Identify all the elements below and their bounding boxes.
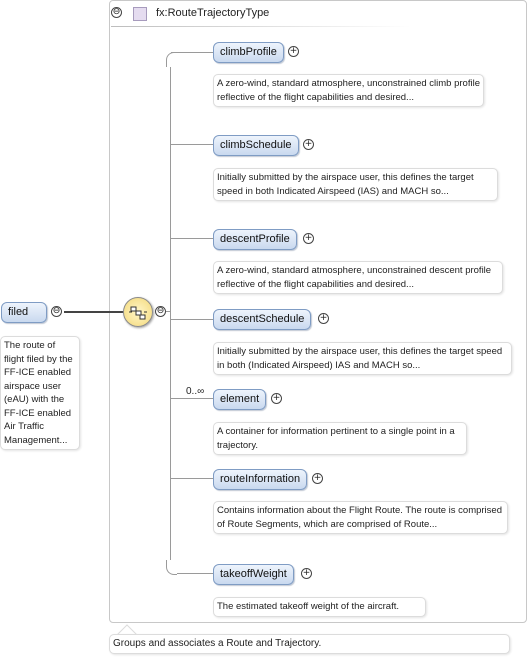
branch-corner-top — [166, 52, 177, 67]
expand-climbProfile-button[interactable]: + — [289, 46, 298, 56]
expand-descentProfile-button[interactable]: + — [304, 233, 313, 243]
element-routeInformation[interactable]: routeInformation — [213, 469, 307, 490]
root-element-doc: The route of flight filed by the FF-ICE enabled airspace user (eAU) with the FF-ICE enabled Air Traffic Management... — [0, 336, 80, 450]
branch-line — [171, 478, 213, 479]
climbSchedule-doc: Initially submitted by the airspace user, this defines the target speed in both Indicated Airspeed (IAS) and MACH so... — [213, 168, 498, 201]
branch-corner-bottom — [166, 560, 177, 575]
climbProfile-doc: A zero-wind, standard atmosphere, unconstrained climb profile reflective of the flight capabilities and desired... — [213, 74, 484, 107]
element-element[interactable]: element — [213, 389, 266, 410]
descentSchedule-doc: Initially submitted by the airspace user, this defines the target speed in both (Indicated Airspeed) IAS and MACH so... — [213, 342, 512, 375]
element-takeoffWeight[interactable]: takeoffWeight — [213, 564, 294, 585]
collapse-root-button[interactable]: ⊖ — [52, 306, 61, 316]
descentProfile-doc: A zero-wind, standard atmosphere, unconstrained descent profile reflective of the flight capabilities and desired... — [213, 261, 503, 294]
takeoffWeight-doc: The estimated takeoff weight of the aircraft. — [213, 597, 426, 617]
root-element-filed[interactable]: filed — [1, 302, 47, 323]
branch-line — [171, 398, 213, 399]
type-name: fx:RouteTrajectoryType — [156, 7, 270, 19]
expand-descentSchedule-button[interactable]: + — [319, 313, 328, 323]
branch-line — [171, 573, 213, 574]
collapse-type-button[interactable]: ⊖ — [112, 7, 121, 17]
routeInformation-doc: Contains information about the Flight Route. The route is comprised of Route Segments, which are comprised of Route... — [213, 501, 508, 534]
type-documentation: Groups and associates a Route and Trajectory. — [109, 634, 510, 654]
complex-type-icon — [133, 7, 147, 21]
occurrence-label: 0..∞ — [186, 386, 205, 397]
expand-climbSchedule-button[interactable]: + — [304, 139, 313, 149]
collapse-sequence-button[interactable]: ⊖ — [156, 306, 165, 316]
branch-line — [171, 238, 213, 239]
element-climbSchedule[interactable]: climbSchedule — [213, 135, 299, 156]
type-header — [111, 4, 411, 24]
element-descentSchedule[interactable]: descentSchedule — [213, 309, 311, 330]
root-connector — [64, 311, 124, 313]
element-climbProfile[interactable]: climbProfile — [213, 42, 284, 63]
expand-routeInformation-button[interactable]: + — [313, 473, 322, 483]
sequence-compositor[interactable] — [123, 297, 153, 327]
element-descentProfile[interactable]: descentProfile — [213, 229, 297, 250]
branch-line — [171, 319, 213, 320]
branch-line — [171, 52, 213, 53]
sequence-spine — [170, 62, 171, 567]
sequence-compositor-icon — [124, 298, 152, 326]
element-doc: A container for information pertinent to a single point in a trajectory. — [213, 422, 467, 455]
branch-line — [171, 144, 213, 145]
expand-takeoffWeight-button[interactable]: + — [302, 568, 311, 578]
expand-element-button[interactable]: + — [272, 393, 281, 403]
header-divider — [111, 26, 411, 27]
